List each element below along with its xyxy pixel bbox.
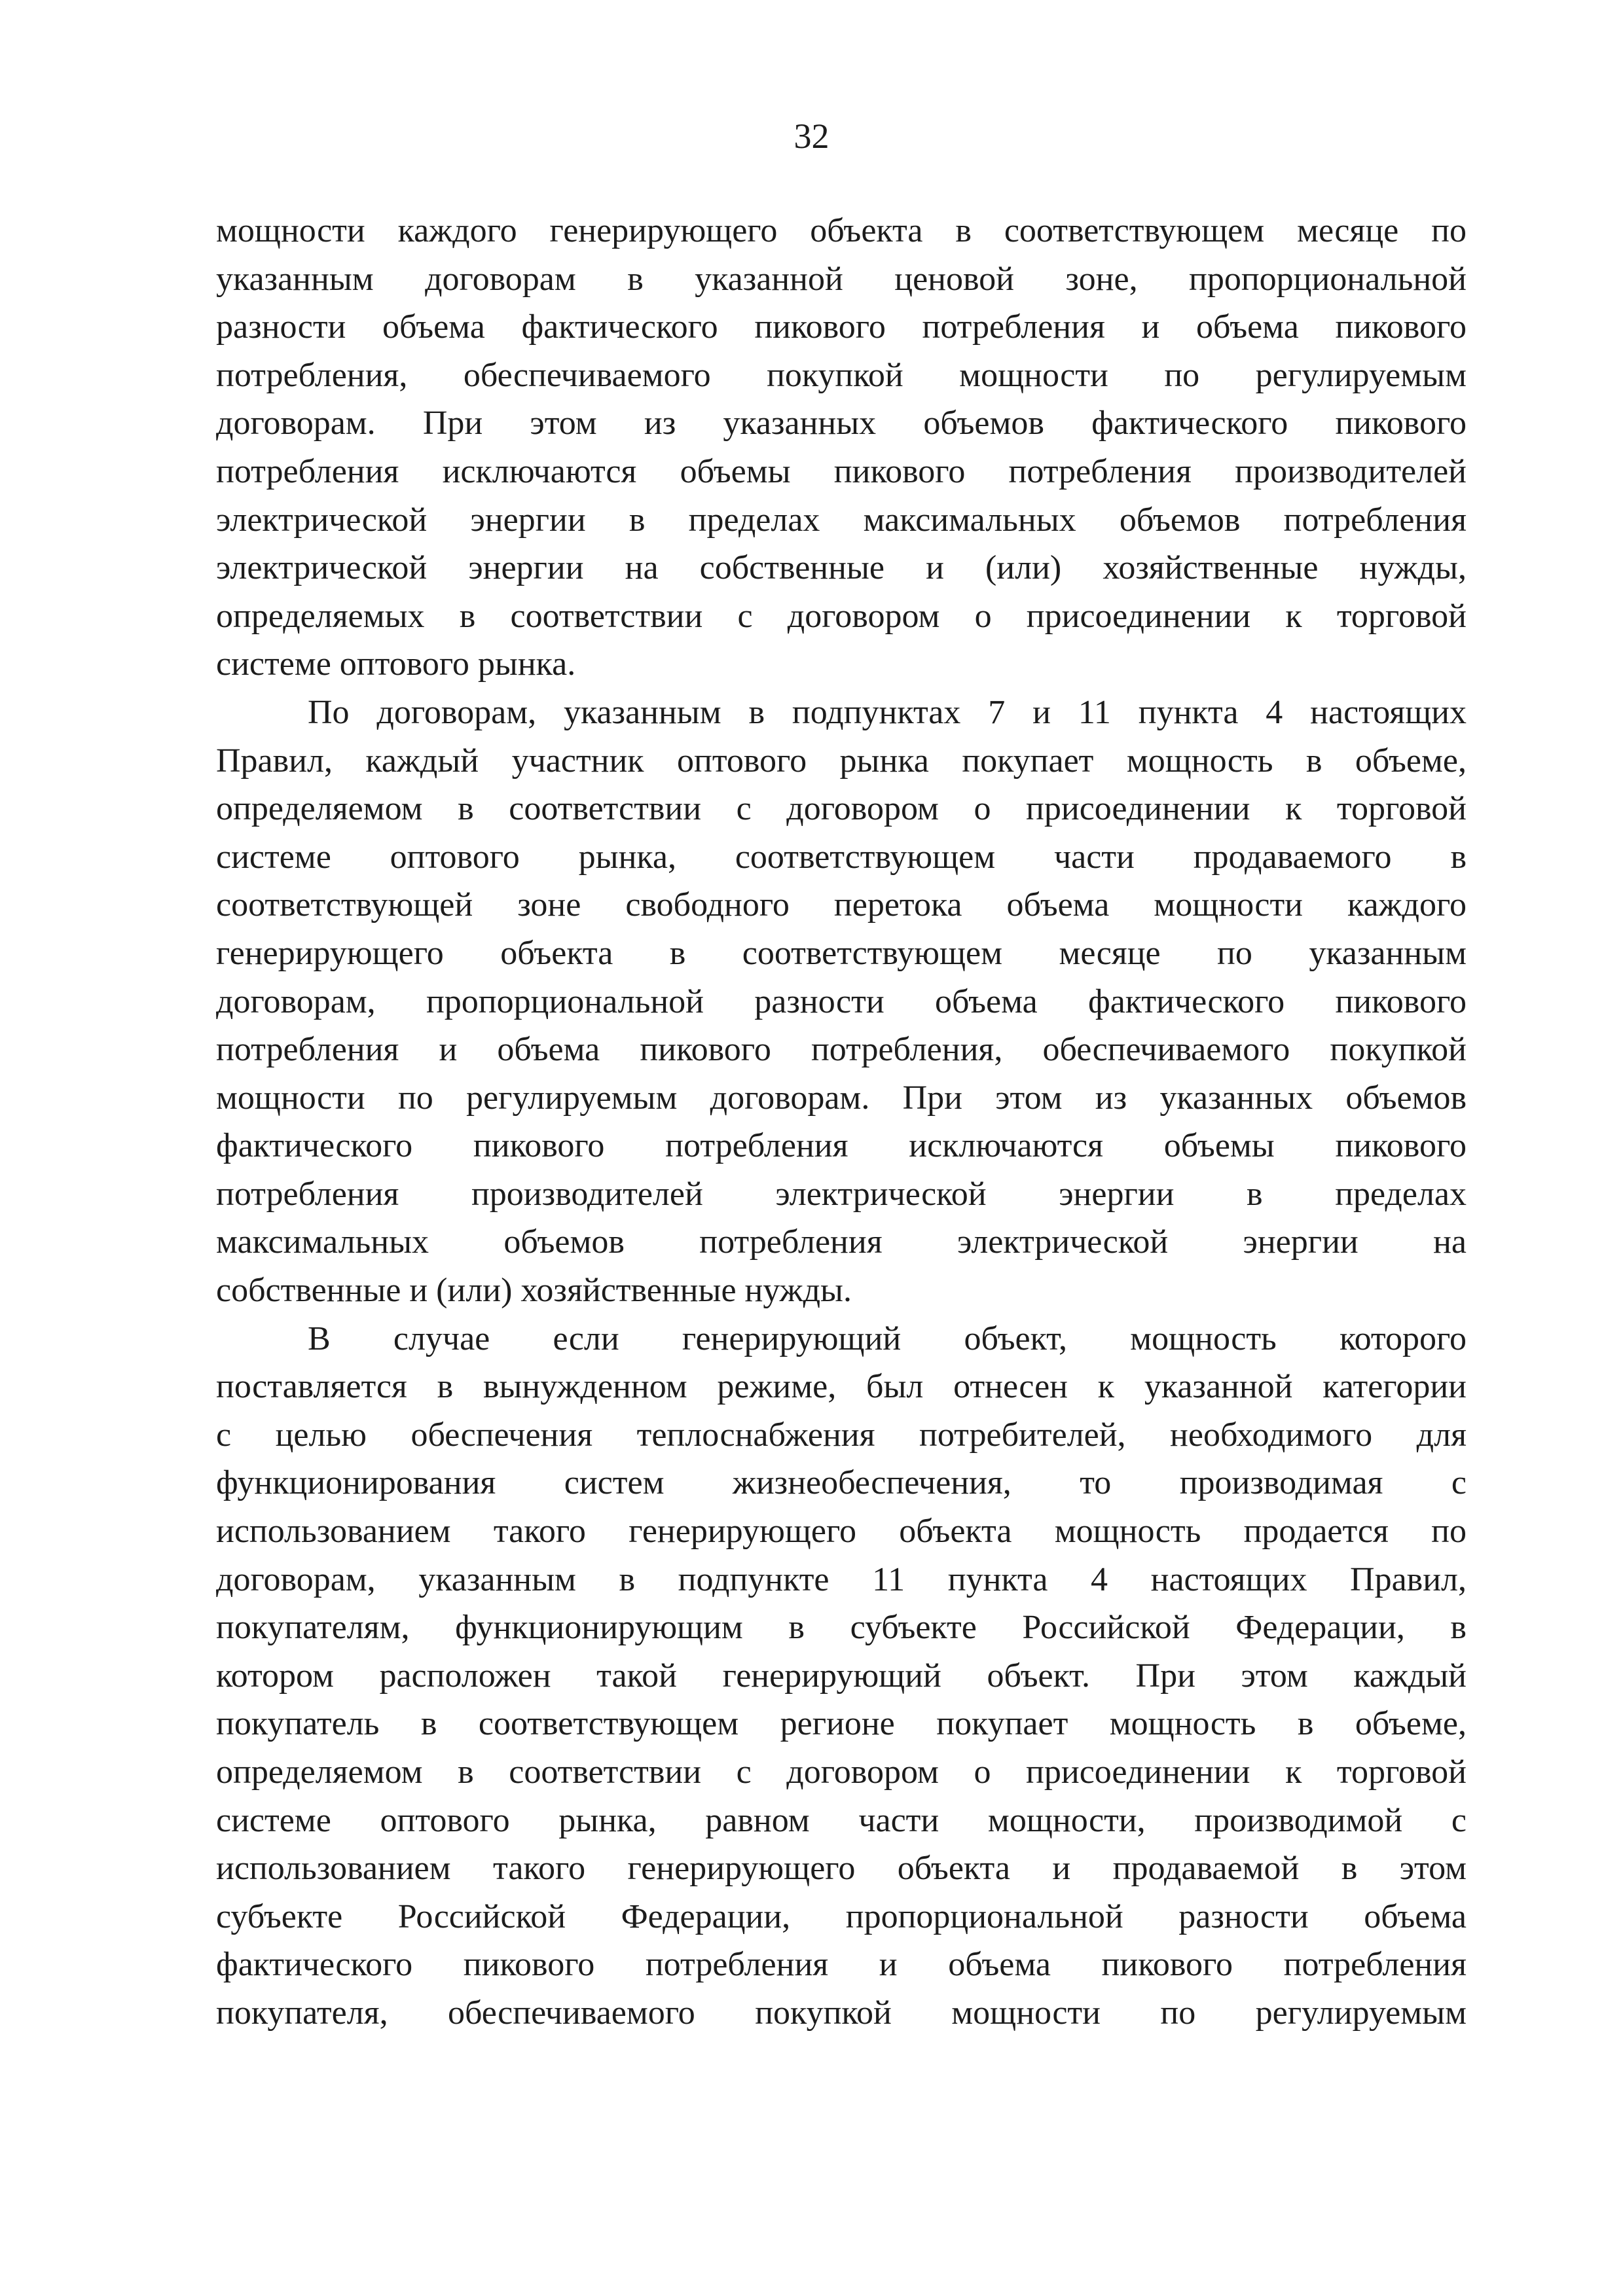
text-line: электрической энергии на собственные и (или) хозяйственные нужды, (216, 549, 1467, 587)
text-line: с целью обеспечения теплоснабжения потребителей, необходимого для (216, 1416, 1467, 1454)
text-line: котором расположен такой генерирующий объект. При этом каждый (216, 1657, 1467, 1695)
text-line: покупателя, обеспечиваемого покупкой мощности по регулируемым (216, 1994, 1467, 2032)
text-line: договорам, указанным в подпункте 11 пункта 4 настоящих Правил, (216, 1560, 1467, 1598)
text-line: субъекте Российской Федерации, пропорциональной разности объема (216, 1897, 1467, 1935)
text-line: использованием такого генерирующего объекта и продаваемой в этом (216, 1850, 1467, 1888)
text-line: потребления, обеспечиваемого покупкой мощности по регулируемым (216, 356, 1467, 394)
text-line: использованием такого генерирующего объекта мощность продается по (216, 1513, 1467, 1551)
text-line: мощности по регулируемым договорам. При этом из указанных объемов (216, 1079, 1467, 1117)
text-line: разности объема фактического пикового потребления и объема пикового (216, 308, 1467, 346)
text-line: покупатель в соответствующем регионе покупает мощность в объеме, (216, 1705, 1467, 1743)
text-line: определяемых в соответствии с договором о присоединении к торговой (216, 597, 1467, 635)
text-line: потребления производителей электрической энергии в пределах (216, 1175, 1467, 1213)
text-line: определяемом в соответствии с договором о присоединении к торговой (216, 1753, 1467, 1791)
text-line: системе оптового рынка, соответствующем части продаваемого в (216, 838, 1467, 876)
text-line: максимальных объемов потребления электрической энергии на (216, 1223, 1467, 1261)
text-line: потребления и объема пикового потребления, обеспечиваемого покупкой (216, 1031, 1467, 1069)
paragraph-end-line: собственные и (или) хозяйственные нужды. (216, 1272, 852, 1310)
text-line: потребления исключаются объемы пикового потребления производителей (216, 452, 1467, 490)
text-line: системе оптового рынка, равном части мощности, производимой с (216, 1801, 1467, 1839)
document-body (216, 207, 1467, 2037)
text-line: фактического пикового потребления исключаются объемы пикового (216, 1127, 1467, 1165)
page-number: 32 (793, 117, 830, 156)
text-line: функционирования систем жизнеобеспечения, то производимая с (216, 1464, 1467, 1502)
text-line: договорам. При этом из указанных объемов фактического пикового (216, 404, 1467, 442)
text-line: определяемом в соответствии с договором о присоединении к торговой (216, 790, 1467, 828)
text-line: Правил, каждый участник оптового рынка покупает мощность в объеме, (216, 742, 1467, 780)
paragraph-end-line: системе оптового рынка. (216, 645, 576, 683)
text-line: генерирующего объекта в соответствующем месяце по указанным (216, 934, 1467, 972)
paragraph-start-line: По договорам, указанным в подпунктах 7 и 11 пункта 4 настоящих (308, 693, 1467, 731)
text-line: поставляется в вынужденном режиме, был отнесен к указанной категории (216, 1368, 1467, 1406)
text-line: электрической энергии в пределах максимальных объемов потребления (216, 501, 1467, 539)
text-line: фактического пикового потребления и объема пикового потребления (216, 1946, 1467, 1984)
text-line: указанным договорам в указанной ценовой зоне, пропорциональной (216, 260, 1467, 298)
text-line: договорам, пропорциональной разности объема фактического пикового (216, 982, 1467, 1020)
paragraph-start-line: В случае если генерирующий объект, мощность которого (308, 1319, 1467, 1357)
text-line: соответствующей зоне свободного перетока объема мощности каждого (216, 886, 1467, 924)
text-line: мощности каждого генерирующего объекта в соответствующем месяце по (216, 212, 1467, 249)
text-line: покупателям, функционирующим в субъекте Российской Федерации, в (216, 1609, 1467, 1647)
